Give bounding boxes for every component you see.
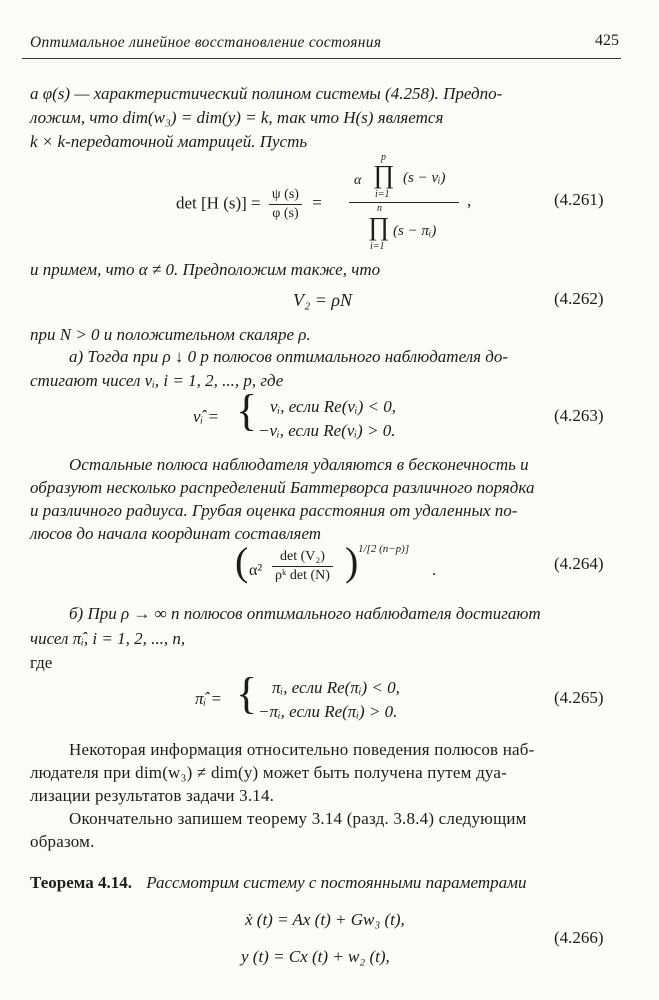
para-remaining-line2: образуют несколько распределений Баттерворса различного порядка [30,478,535,497]
theorem-heading [30,872,526,894]
para-remaining-line1: Остальные полюса наблюдателя удаляются в бесконечность и [69,455,529,474]
eq4264-left-paren: ( [235,539,249,584]
eq4264-exponent: 1/[2 (n−p)] [358,543,410,555]
item-b-line3: где [30,653,53,672]
eq4261-prod-top-upper: p [381,152,386,163]
item-b-line1: б) При ρ → ∞ n полюсов оптимального наблюдателя достигают [69,604,541,623]
eq4264-right-paren: ) [345,539,359,584]
eq4265-number: (4.265) [554,688,604,707]
eq4263-case1: νᵢ, если Re(νᵢ) < 0, [270,397,396,416]
eq4265-case1: πᵢ, если Re(πᵢ) < 0, [272,678,400,697]
eq4264-alpha-sq: α² [249,562,263,579]
eq4262-number: (4.262) [554,289,604,308]
running-header [22,28,621,59]
running-title: Оптимальное линейное восстановление состояния [30,34,382,51]
eq4261-prod-bot-symbol: ∏ [368,212,390,241]
eq4262-formula: V₂ = ρN [293,290,353,310]
line-rho: при N > 0 и положительном скаляре ρ. [30,325,311,344]
eq4265-brace: { [236,669,258,718]
eq4264-fraction: det (V₂) ρᵏ det (N) [272,548,333,585]
eq4263-number: (4.263) [554,406,604,425]
item-a-line1: а) Тогда при ρ ↓ 0 p полюсов оптимального наблюдателя до- [69,347,509,366]
item-b-line2: чисел π̂ᵢ, i = 1, 2, ..., n, [30,629,186,648]
eq4266-number: (4.266) [554,928,604,947]
eq4261-prod-bot-lower: i=1 [370,241,385,252]
para1-line1: а φ(s) — характеристический полином системы (4.258). Предпо- [30,84,503,103]
eq4261-prod-bot-term: (s − πᵢ) [393,223,437,239]
item-a-line2: стигают чисел νᵢ, i = 1, 2, ..., p, где [30,371,284,390]
para-info-line1: Некоторая информация относительно поведения полюсов наб- [69,740,535,759]
eq4263-lhs: ν̂ᵢ = [193,407,219,426]
eq4263-case2: −νᵢ, если Re(νᵢ) > 0. [258,421,396,440]
para-info-line2: людателя при dim(w₃) ≠ dim(y) может быть получена путем дуа- [30,763,508,782]
eq4266-line2: y (t) = Cx (t) + w₂ (t), [241,947,390,966]
eq4261-prod-top-term: (s − νᵢ) [403,170,446,186]
line-alpha: и примем, что α ≠ 0. Предположим также, что [30,260,381,279]
eq4261-alpha: α [354,173,362,188]
eq4266-line1: ẋ (t) = Ax (t) + Gw₃ (t), [245,910,405,929]
para-remaining-line4: люсов до начала координат составляет [30,524,322,543]
para1-line3: k × k-передаточной матрицей. Пусть [30,132,308,151]
eq4261-prod-bot-upper: n [377,203,382,214]
eq4263-brace: { [236,386,258,435]
eq4261-prod-top-symbol: ∏ [373,160,395,189]
para-info-line3: лизации результатов задачи 3.14. [30,786,275,805]
theorem-label: Теорема 4.14. [30,873,132,892]
para1-line2: ложим, что dim(w₃) = dim(y) = k, так что H(s) является [30,108,444,127]
para-remaining-line3: и различного радиуса. Грубая оценка расстояния от удаленных по- [30,501,518,520]
eq4265-lhs: π̂ᵢ = [195,689,222,708]
eq4261-number: (4.261) [554,190,604,209]
eq4265-case2: −πᵢ, если Re(πᵢ) > 0. [258,702,398,721]
eq4261-prod-top-lower: i=1 [375,189,390,200]
para-final-line1: Окончательно запишем теорему 3.14 (разд. 3.8.4) следующим [69,809,527,828]
eq4261-fraction-bar [349,202,459,203]
theorem-text: Рассмотрим систему с постоянными параметрами [146,873,527,892]
eq4264-number: (4.264) [554,554,604,573]
eq4261-lhs: det [H (s)] = $\frac{\psi (s)}{\varphi (s)}$ = [176,187,322,221]
para-final-line2: образом. [30,832,95,851]
eq4261-ratio: $\frac{\psi (s)}{\varphi (s)}$ [269,186,302,223]
eq4261-comma: , [467,191,472,210]
eq4264-period: . [432,560,437,579]
page-number: 425 [595,32,619,49]
